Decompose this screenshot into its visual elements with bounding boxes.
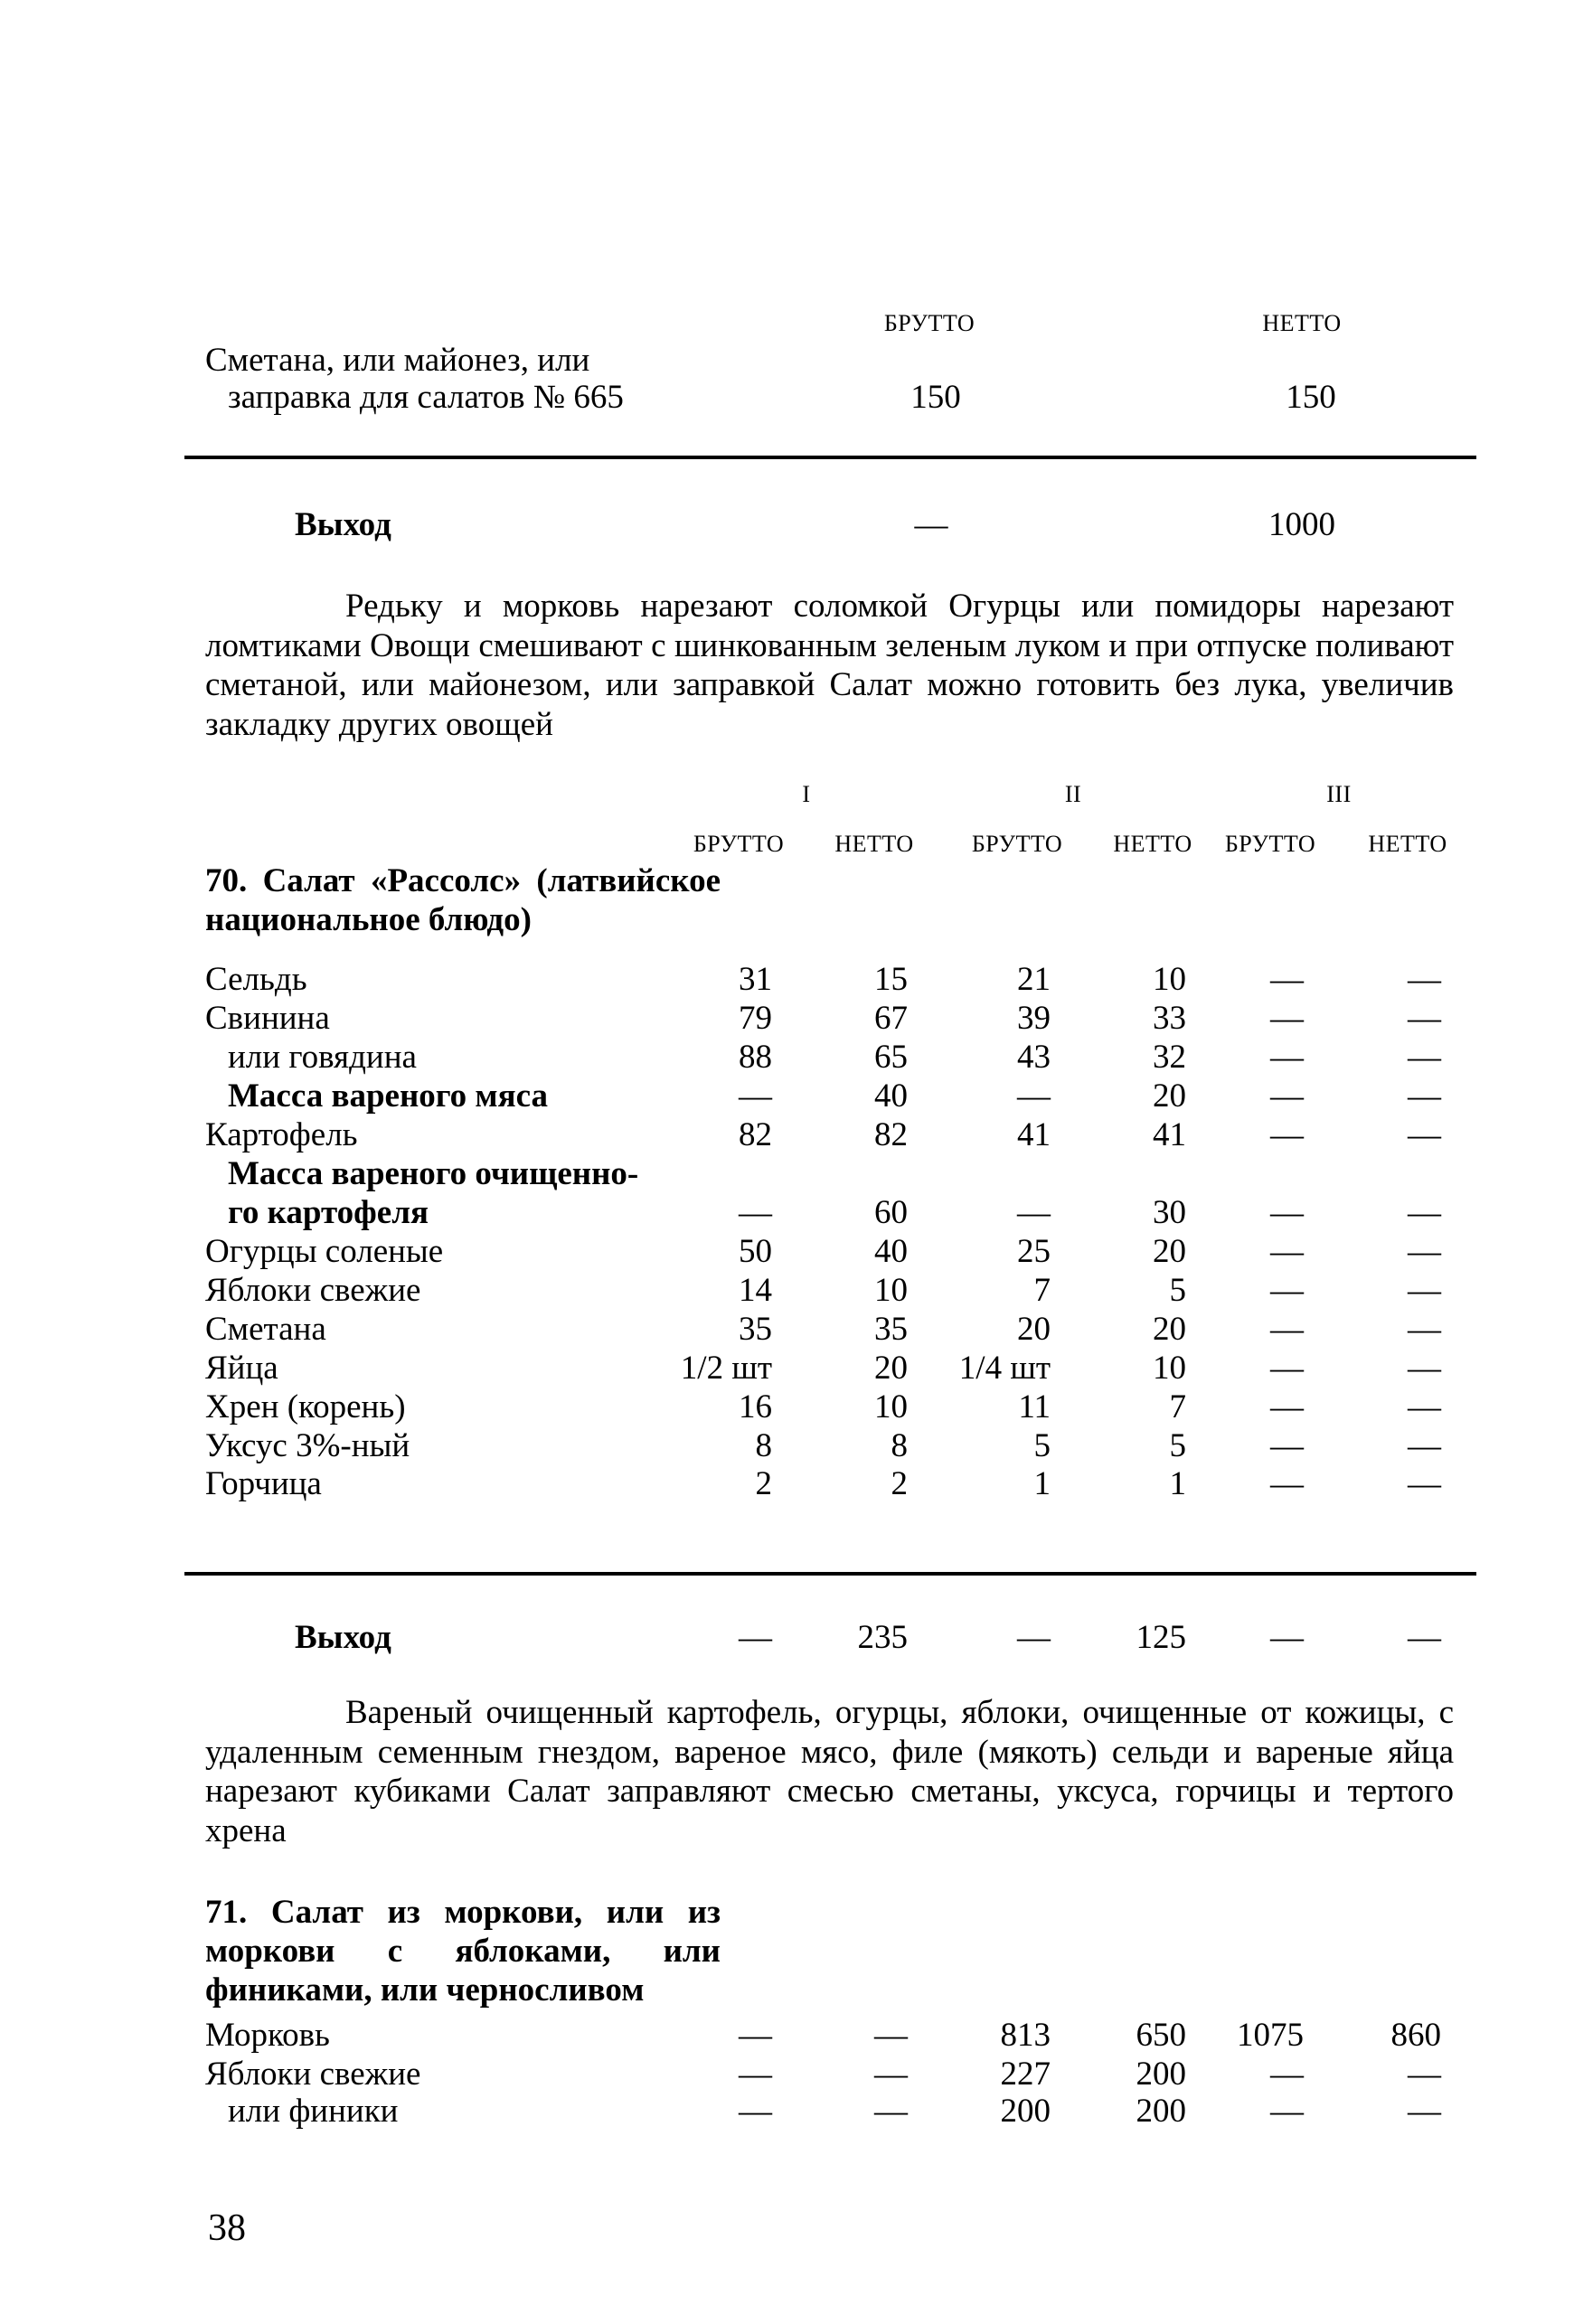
yield-brutto: — xyxy=(914,506,948,543)
ingredient-label: Огурцы соленые xyxy=(205,1233,444,1270)
cell-value: 14 xyxy=(739,1272,772,1309)
cell-value: — xyxy=(1270,1272,1304,1309)
cell-value: 15 xyxy=(874,961,908,998)
ingredient-label: Сельдь xyxy=(205,961,307,998)
cell-value: 8 xyxy=(891,1427,908,1464)
cell-value: — xyxy=(1270,1233,1304,1270)
cell-value: — xyxy=(1270,2056,1304,2093)
column-header-2: БРУТТО xyxy=(971,831,1063,857)
value-netto: 150 xyxy=(1286,379,1336,416)
divider xyxy=(184,456,1476,459)
cell-value: 41 xyxy=(1017,1116,1051,1153)
ingredient-label: или финики xyxy=(228,2093,399,2130)
page-number: 38 xyxy=(208,2207,246,2249)
ingredient-label: или говядина xyxy=(228,1039,417,1076)
cell-value: 20 xyxy=(1153,1077,1186,1115)
cell-value: 79 xyxy=(739,1000,772,1037)
cell-value: 31 xyxy=(739,961,772,998)
cell-value: 32 xyxy=(1153,1039,1186,1076)
cell-value: 39 xyxy=(1017,1000,1051,1037)
cell-value: — xyxy=(1270,2093,1304,2130)
yield-label: Выход xyxy=(295,1619,391,1656)
column-group-2: II xyxy=(1064,781,1082,807)
cell-value: — xyxy=(1017,1194,1051,1231)
column-group-3: III xyxy=(1326,781,1352,807)
yield-value: — xyxy=(1017,1619,1051,1656)
column-header-3: НЕТТО xyxy=(1113,831,1192,857)
cell-value: — xyxy=(1408,1000,1441,1037)
cell-value: — xyxy=(1408,1233,1441,1270)
yield-netto: 1000 xyxy=(1268,506,1335,543)
cell-value: 1/4 шт xyxy=(958,1350,1051,1387)
cell-value: 50 xyxy=(739,1233,772,1270)
cell-value: 20 xyxy=(1017,1311,1051,1348)
column-group-1: I xyxy=(802,781,811,807)
cell-value: — xyxy=(1408,2093,1441,2130)
cell-value: 7 xyxy=(1033,1272,1051,1309)
cell-value: 65 xyxy=(874,1039,908,1076)
cell-value: — xyxy=(1270,1077,1304,1115)
cell-value: 82 xyxy=(739,1116,772,1153)
ingredient-label: Хрен (корень) xyxy=(205,1388,406,1425)
cell-value: 11 xyxy=(1018,1388,1051,1425)
cell-value: — xyxy=(874,2017,908,2054)
cell-value: 20 xyxy=(874,1350,908,1387)
cell-value: 2 xyxy=(755,1465,772,1502)
column-header-5: НЕТТО xyxy=(1368,831,1447,857)
ingredient-label: Свинина xyxy=(205,1000,330,1037)
cell-value: — xyxy=(1408,1465,1441,1502)
cell-value: — xyxy=(1408,2056,1441,2093)
ingredient-label: Масса вареного мяса xyxy=(228,1077,548,1115)
cell-value: 33 xyxy=(1153,1000,1186,1037)
cell-value: 7 xyxy=(1169,1388,1186,1425)
ingredient-label: Яйца xyxy=(205,1350,278,1387)
col-header-brutto: БРУТТО xyxy=(883,310,976,336)
ingredient-label: Яблоки свежие xyxy=(205,1272,421,1309)
cell-value: — xyxy=(1408,1350,1441,1387)
cell-value: — xyxy=(739,1194,772,1231)
cell-value: — xyxy=(874,2093,908,2130)
cell-value: 227 xyxy=(1000,2056,1051,2093)
cell-value: — xyxy=(1408,1272,1441,1309)
cell-value: 5 xyxy=(1169,1427,1186,1464)
cell-value: — xyxy=(1408,1039,1441,1076)
cell-value: 88 xyxy=(739,1039,772,1076)
cell-value: 25 xyxy=(1017,1233,1051,1270)
cell-value: — xyxy=(1270,1000,1304,1037)
cell-value: — xyxy=(739,2017,772,2054)
cell-value: — xyxy=(1017,1077,1051,1115)
cell-value: — xyxy=(1270,1427,1304,1464)
yield-value: — xyxy=(1408,1619,1441,1656)
yield-label: Выход xyxy=(295,506,391,543)
cell-value: 1 xyxy=(1033,1465,1051,1502)
cell-value: 200 xyxy=(1136,2093,1186,2130)
cell-value: 30 xyxy=(1153,1194,1186,1231)
cell-value: 10 xyxy=(874,1388,908,1425)
cell-value: — xyxy=(874,2056,908,2093)
cell-value: 21 xyxy=(1017,961,1051,998)
cell-value: 1075 xyxy=(1237,2017,1304,2054)
cell-value: 1 xyxy=(1169,1465,1186,1502)
cell-value: — xyxy=(1408,1311,1441,1348)
cell-value: — xyxy=(739,2093,772,2130)
ingredient-label: Сметана, или майонез, или xyxy=(205,342,590,379)
cell-value: 60 xyxy=(874,1194,908,1231)
cell-value: — xyxy=(1270,1388,1304,1425)
cell-value: 10 xyxy=(1153,961,1186,998)
cell-value: — xyxy=(1408,1388,1441,1425)
cell-value: 10 xyxy=(1153,1350,1186,1387)
cell-value: — xyxy=(1270,1039,1304,1076)
cell-value: 1/2 шт xyxy=(680,1350,772,1387)
cell-value: 5 xyxy=(1033,1427,1051,1464)
cell-value: 10 xyxy=(874,1272,908,1309)
divider xyxy=(184,1572,1476,1576)
ingredient-label: Яблоки свежие xyxy=(205,2056,421,2093)
cell-value: 8 xyxy=(755,1427,772,1464)
cell-value: — xyxy=(1408,1427,1441,1464)
cell-value: — xyxy=(1408,1077,1441,1115)
cell-value: — xyxy=(1270,961,1304,998)
column-header-0: БРУТТО xyxy=(693,831,785,857)
cell-value: — xyxy=(1270,1116,1304,1153)
yield-value: 125 xyxy=(1136,1619,1186,1656)
cell-value: — xyxy=(1408,1116,1441,1153)
cell-value: 200 xyxy=(1136,2056,1186,2093)
column-header-4: БРУТТО xyxy=(1224,831,1316,857)
cell-value: — xyxy=(1270,1311,1304,1348)
cell-value: — xyxy=(739,1077,772,1115)
column-header-1: НЕТТО xyxy=(834,831,914,857)
cell-value: 35 xyxy=(874,1311,908,1348)
ingredient-label-cont: заправка для салатов № 665 xyxy=(228,379,624,416)
cell-value: 860 xyxy=(1390,2017,1441,2054)
cell-value: — xyxy=(1270,1194,1304,1231)
ingredient-label: Горчица xyxy=(205,1465,322,1502)
cell-value: 20 xyxy=(1153,1311,1186,1348)
ingredient-label: Картофель xyxy=(205,1116,358,1153)
cell-value: 40 xyxy=(874,1077,908,1115)
cell-value: 43 xyxy=(1017,1039,1051,1076)
cell-value: — xyxy=(1270,1465,1304,1502)
cell-value: 82 xyxy=(874,1116,908,1153)
cell-value: 20 xyxy=(1153,1233,1186,1270)
col-header-netto: НЕТТО xyxy=(1262,310,1342,336)
cell-value: 200 xyxy=(1000,2093,1051,2130)
ingredient-label: Масса вареного очищенно- xyxy=(228,1155,639,1192)
ingredient-label: го картофеля xyxy=(228,1194,429,1231)
cell-value: 40 xyxy=(874,1233,908,1270)
value-brutto: 150 xyxy=(910,379,961,416)
ingredient-label: Сметана xyxy=(205,1311,326,1348)
recipe-71-title: 71. Салат из моркови, или из моркови с яблоками, или финиками, или черносливом xyxy=(205,1894,721,2009)
cell-value: 650 xyxy=(1136,2017,1186,2054)
cell-value: 813 xyxy=(1000,2017,1051,2054)
cell-value: — xyxy=(1270,1350,1304,1387)
cell-value: — xyxy=(739,2056,772,2093)
ingredient-label: Уксус 3%-ный xyxy=(205,1427,410,1464)
yield-value: — xyxy=(1270,1619,1304,1656)
recipe-70-title: 70. Салат «Рассолс» (латвийское национальное блюдо) xyxy=(205,862,721,938)
recipe-description: Редьку и морковь нарезают соломкой Огурцы или помидоры нарезают ломтиками Овощи смешивают с шинкованным зеленым луком и при отпуске поливают сметаной, или майонезом, или заправкой Салат можно готовить без лука, увеличив закладку других овощей xyxy=(205,588,1454,743)
cell-value: 2 xyxy=(891,1465,908,1502)
cell-value: 67 xyxy=(874,1000,908,1037)
recipe-70-description: Вареный очищенный картофель, огурцы, яблоки, очищенные от кожицы, с удаленным семенным гнездом, вареное мясо, филе (мякоть) сельди и вареные яйца нарезают кубиками Салат заправляют смесью сметаны, уксуса, горчицы и тертого хрена xyxy=(205,1694,1454,1849)
cell-value: 16 xyxy=(739,1388,772,1425)
ingredient-label: Морковь xyxy=(205,2017,330,2054)
cell-value: 41 xyxy=(1153,1116,1186,1153)
yield-value: 235 xyxy=(857,1619,908,1656)
cell-value: 5 xyxy=(1169,1272,1186,1309)
cell-value: — xyxy=(1408,961,1441,998)
cell-value: — xyxy=(1408,1194,1441,1231)
yield-value: — xyxy=(739,1619,772,1656)
cell-value: 35 xyxy=(739,1311,772,1348)
